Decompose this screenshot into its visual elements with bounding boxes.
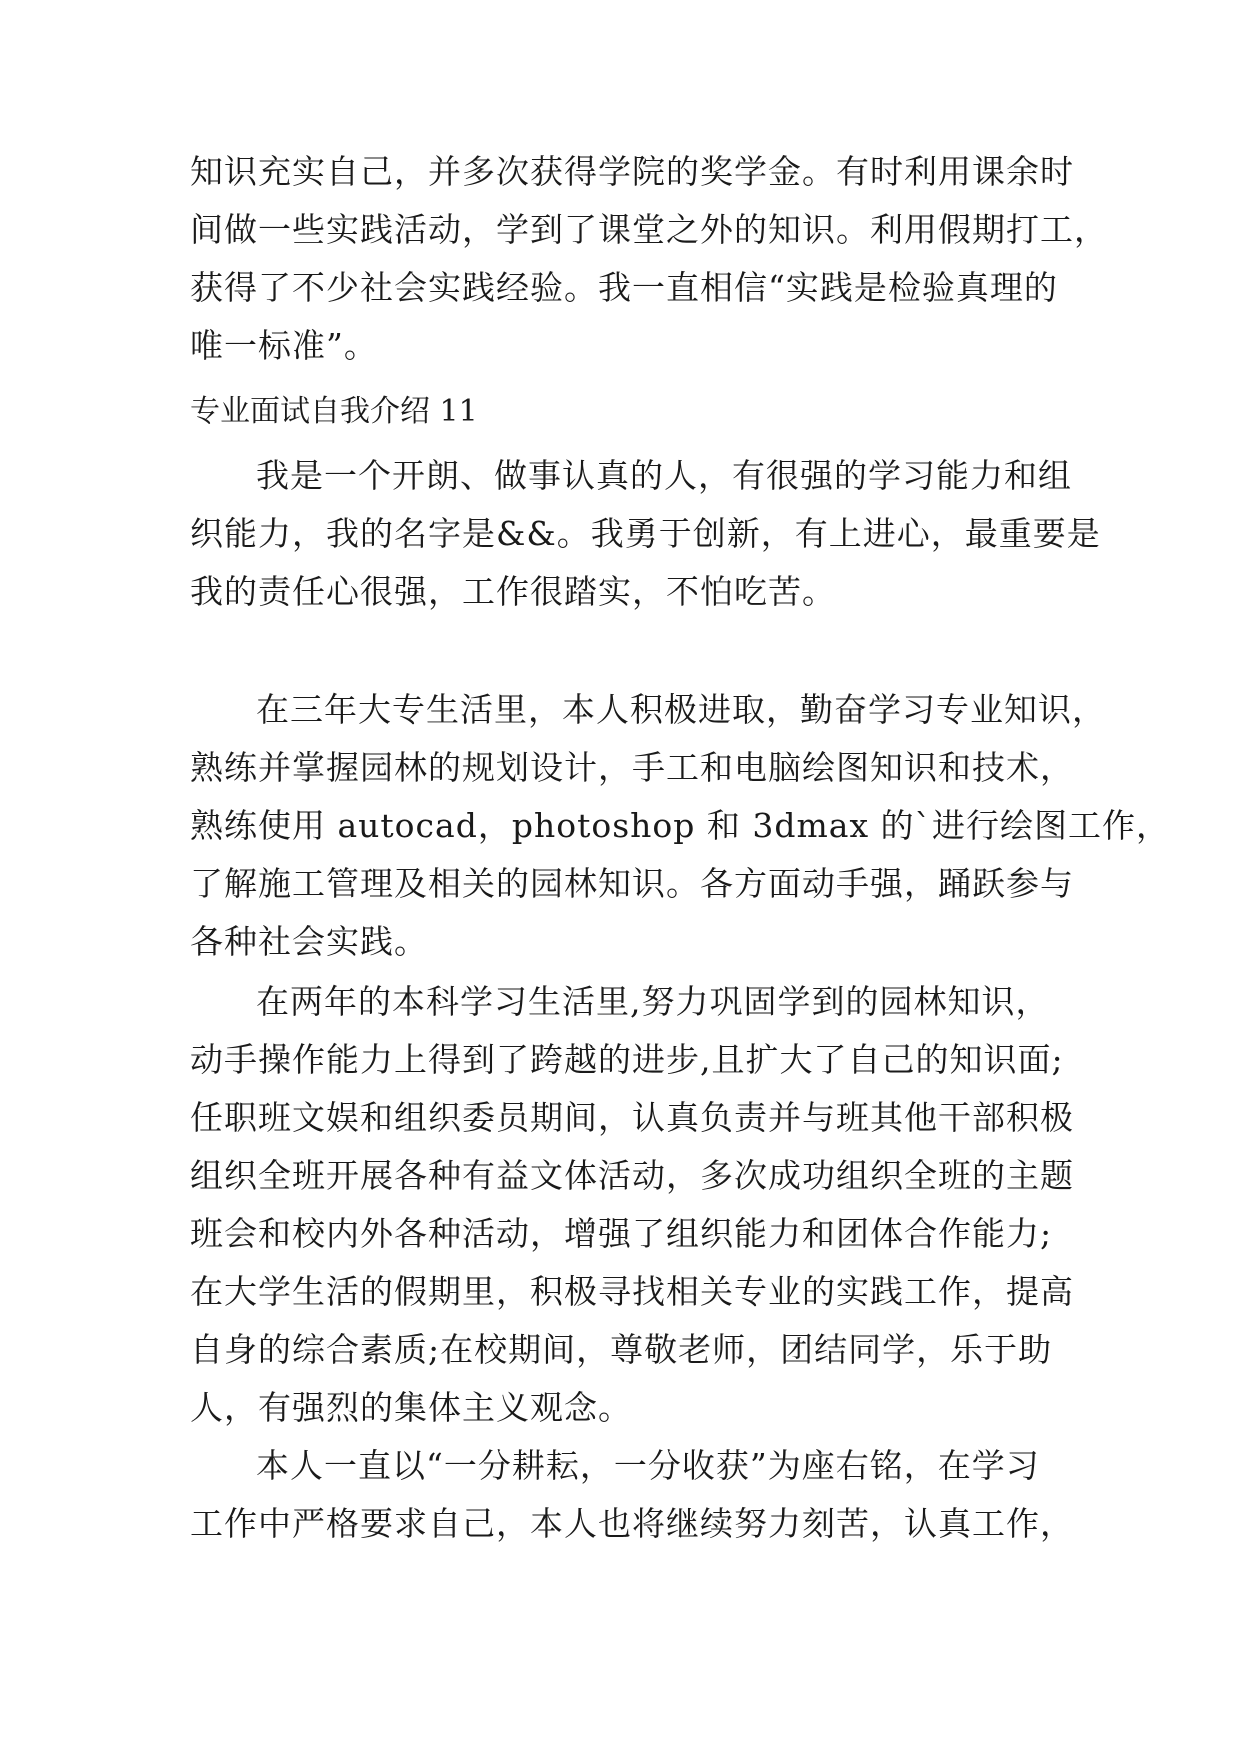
text-line: 自身的综合素质;在校期间，尊敬老师，团结同学，乐于助 [190,1330,1053,1369]
text-line: 织能力，我的名字是&&。我勇于创新，有上进心，最重要是 [190,514,1101,553]
text-line: 我是一个开朗、做事认真的人，有很强的学习能力和组 [256,456,1072,495]
text-line: 我的责任心很强，工作很踏实，不怕吃苦。 [190,572,836,611]
section-heading: 专业面试自我介绍 11 [190,394,478,429]
text-line: 在大学生活的假期里，积极寻找相关专业的实践工作，提高 [190,1272,1074,1311]
text-line: 工作中严格要求自己，本人也将继续努力刻苦，认真工作， [190,1504,1074,1543]
text-line: 熟练并掌握园林的规划设计，手工和电脑绘图知识和技术， [190,748,1074,787]
text-line: 组织全班开展各种有益文体活动，多次成功组织全班的主题 [190,1156,1074,1195]
text-line: 本人一直以“一分耕耘，一分收获”为座右铭，在学习 [256,1446,1040,1485]
text-line: 班会和校内外各种活动，增强了组织能力和团体合作能力; [190,1214,1053,1253]
text-line: 唯一标准”。 [190,326,378,365]
text-line: 各种社会实践。 [190,922,428,961]
text-line: 了解施工管理及相关的园林知识。各方面动手强，踊跃参与 [190,864,1074,903]
text-line: 获得了不少社会实践经验。我一直相信“实践是检验真理的 [190,268,1058,307]
text-line: 熟练使用 autocad，photoshop 和 3dmax 的`进行绘图工作， [190,806,1171,845]
text-line: 动手操作能力上得到了跨越的进步,且扩大了自己的知识面; [190,1040,1064,1079]
text-line: 知识充实自己，并多次获得学院的奖学金。有时利用课余时 [190,152,1074,191]
text-line: 在三年大专生活里，本人积极进取，勤奋学习专业知识， [256,690,1106,729]
text-line: 任职班文娱和组织委员期间，认真负责并与班其他干部积极 [190,1098,1074,1137]
text-line: 在两年的本科学习生活里,努力巩固学到的园林知识， [256,982,1050,1021]
text-line: 人，有强烈的集体主义观念。 [190,1388,632,1427]
text-line: 间做一些实践活动，学到了课堂之外的知识。利用假期打工， [190,210,1108,249]
